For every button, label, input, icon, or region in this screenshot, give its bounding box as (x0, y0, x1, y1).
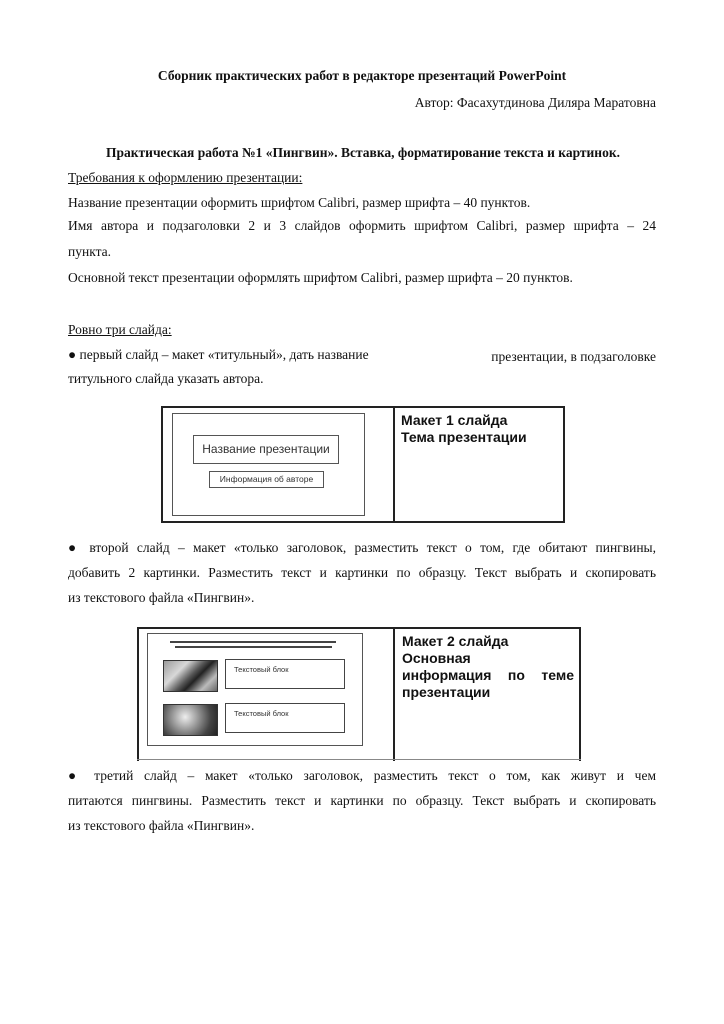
slide2-line3: из текстового файла «Пингвин». (68, 590, 255, 605)
text-block-2: Текстовый блок (225, 703, 345, 733)
slide2-label-line4: презентации (402, 684, 491, 700)
slide1-bullet-line2: титульного слайда указать автора. (68, 371, 264, 386)
requirement-2: Имя автора и подзаголовки 2 и 3 слайдов оформить шрифтом Calibri, размер шрифта – 24 (68, 218, 656, 233)
title-placeholder: Название презентации (193, 435, 339, 464)
slide3-line2: питаются пингвины. Разместить текст и картинки по образцу. Текст выбрать и скопировать (68, 793, 656, 808)
figure2-right-border (579, 627, 581, 761)
document-title: Сборник практических работ в редакторе презентаций PowerPoint (157, 68, 567, 83)
author-line: Автор: Фасахутдинова Диляра Маратовна (414, 95, 656, 110)
slide3-line1: ● третий слайд – макет «только заголовок, разместить текст о том, как живут и чем (68, 768, 656, 783)
slide2-label-line1: Макет 2 слайда (402, 633, 509, 649)
requirements-heading: Требования к оформлению презентации: (68, 170, 303, 185)
figure2-divider (393, 627, 395, 761)
slide2-label-line2: Основная (402, 650, 471, 666)
text-block-1: Текстовый блок (225, 659, 345, 689)
slides-heading: Ровно три слайда: (68, 322, 172, 337)
work-title: Практическая работа №1 «Пингвин». Вставка, форматирование текста и картинок. (106, 145, 620, 160)
slide1-bullet-line1: ● первый слайд – макет «титульный», дать название (68, 347, 369, 362)
figure2-bottom-border (137, 759, 581, 760)
requirement-3: Основной текст презентации оформлять шрифтом Calibri, размер шрифта – 20 пунктов. (68, 270, 573, 285)
requirement-1: Название презентации оформить шрифтом Calibri, размер шрифта – 40 пунктов. (68, 195, 531, 210)
slide2-line2: добавить 2 картинки. Разместить текст и картинки по образцу. Текст выбрать и скопировать (68, 565, 656, 580)
slide1-label-line1: Макет 1 слайда (401, 412, 508, 428)
requirement-2-cont: пункта. (68, 244, 112, 259)
slide1-label-line2: Тема презентации (401, 429, 527, 445)
penguin-image-2 (163, 704, 218, 736)
title-line-1 (170, 641, 336, 643)
figure-divider (393, 406, 395, 521)
author-placeholder: Информация об авторе (209, 471, 324, 488)
slide3-line3: из текстового файла «Пингвин». (68, 818, 255, 833)
title-line-2 (175, 646, 332, 648)
figure2-left-border (137, 627, 139, 761)
figure2-top-border (137, 627, 581, 629)
slide2-line1: ● второй слайд – макет «только заголовок, разместить текст о том, где обитают пингвины, (68, 540, 656, 555)
slide2-label-line3: информация по теме (402, 667, 574, 683)
slide1-thumbnail (172, 413, 365, 516)
slide1-bullet-line1-cont: презентации, в подзаголовке (491, 349, 656, 364)
penguin-image-1 (163, 660, 218, 692)
